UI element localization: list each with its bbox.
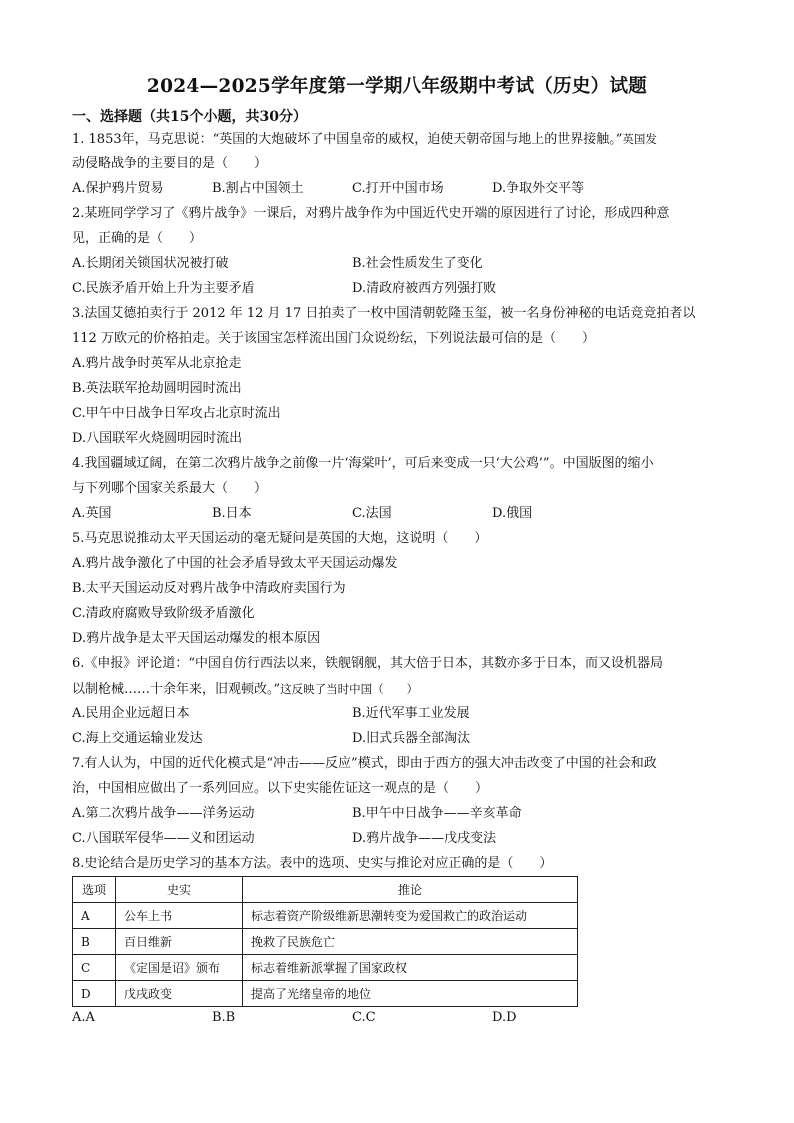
question-1-option-a[interactable]: A.保护鸦片贸易 [72, 181, 164, 196]
question-8-table [72, 876, 578, 1007]
question-7-option-d[interactable]: D.鸦片战争——戊戌变法 [352, 831, 497, 846]
question-3-stem: 3.法国艾德拍卖行于 2012 年 12 月 17 日拍卖了一枚中国清朝乾隆玉玺，被一名身份神秘的电话竞竞拍者以 [72, 306, 696, 321]
question-4-stem-cont: 与下列哪个国家关系最大（ ） [72, 481, 268, 496]
question-7-stem: 7.有人认为，中国的近代化模式是“冲击——反应”模式，即由于西方的强大冲击改变了中国的社会和政 [72, 756, 657, 771]
question-2-option-c[interactable]: C.民族矛盾开始上升为主要矛盾 [72, 281, 255, 296]
question-3-option-c[interactable]: C.甲午中日战争日军攻占北京时流出 [72, 406, 281, 421]
question-1-stem-cont: 动侵略战争的主要目的是（ ） [72, 156, 268, 171]
question-4-option-b[interactable]: B.日本 [212, 506, 252, 521]
question-3-stem-cont: 112 万欧元的价格拍走。关于该国宝怎样流出国门众说纷纭，下列说法最可信的是（ ） [72, 331, 595, 346]
question-1-option-c[interactable]: C.打开中国市场 [352, 181, 444, 196]
table-cell-fact: 戊戌政变 [116, 981, 243, 1007]
question-2-stem-cont: 见，正确的是（ ） [72, 231, 203, 246]
question-7-stem-cont: 治，中国相应做出了一系列回应。以下史实能佐证这一观点的是（ ） [72, 781, 489, 796]
question-4-option-a[interactable]: A.英国 [72, 506, 112, 521]
question-3-option-b[interactable]: B.英法联军抢劫圆明园时流出 [72, 381, 242, 396]
question-5-option-d[interactable]: D.鸦片战争是太平天国运动爆发的根本原因 [72, 631, 321, 646]
table-cell-inference: 标志着资产阶级维新思潮转变为爱国救亡的政治运动 [243, 903, 578, 929]
question-7-option-c[interactable]: C.八国联军侵华——义和团运动 [72, 831, 255, 846]
question-3-option-d[interactable]: D.八国联军火烧圆明园时流出 [72, 431, 243, 446]
question-7-option-a[interactable]: A.第二次鸦片战争——洋务运动 [72, 806, 255, 821]
question-8-option-b[interactable]: B.B [212, 1010, 236, 1025]
question-6-option-b[interactable]: B.近代军事工业发展 [352, 706, 470, 721]
table-cell-option: C [73, 955, 116, 981]
question-5-stem: 5.马克思说推动太平天国运动的毫无疑问是英国的大炮，这说明（ ） [72, 531, 488, 546]
question-1-option-b[interactable]: B.割占中国领土 [212, 181, 304, 196]
question-8-option-c[interactable]: C.C [352, 1010, 376, 1025]
question-4-option-d[interactable]: D.俄国 [492, 506, 533, 521]
question-5-option-c[interactable]: C.清政府腐败导致阶级矛盾激化 [72, 606, 255, 621]
question-6-option-a[interactable]: A.民用企业远超日本 [72, 706, 190, 721]
question-4-stem: 4.我国疆域辽阔，在第二次鸦片战争之前像一片‘海棠叶’，可后来变成一只‘大公鸡’”。中国版图的缩小 [72, 456, 654, 471]
table-header-row [73, 877, 578, 903]
question-6-stem-cont: 以制枪械……十余年来，旧观顿改。”这反映了当时中国（ ） [72, 682, 419, 697]
table-cell-fact: 公车上书 [116, 903, 243, 929]
table-cell-fact: 《定国是诏》颁布 [116, 955, 243, 981]
question-7-option-b[interactable]: B.甲午中日战争——辛亥革命 [352, 806, 522, 821]
question-8-stem: 8.史论结合是历史学习的基本方法。表中的选项、史实与推论对应正确的是（ ） [72, 856, 553, 871]
section-heading: 一、选择题（共15个小题，共30分） [72, 109, 307, 125]
table-cell-fact: 百日维新 [116, 929, 243, 955]
table-header-fact: 史实 [116, 877, 243, 903]
table-header-option: 选项 [73, 877, 116, 903]
table-row [73, 955, 578, 981]
table-cell-inference: 标志着维新派掌握了国家政权 [243, 955, 578, 981]
question-2-option-d[interactable]: D.清政府被西方列强打败 [352, 281, 497, 296]
table-row [73, 981, 578, 1007]
question-1-stem: 1. 1853年，马克思说：“英国的大炮破坏了中国皇帝的威权，迫使天朝帝国与地上的世界接触。”英国发 [72, 132, 657, 147]
table-row [73, 903, 578, 929]
question-6-option-c[interactable]: C.海上交通运输业发达 [72, 731, 203, 746]
table-cell-option: D [73, 981, 116, 1007]
question-8-option-a[interactable]: A.A [72, 1010, 95, 1025]
question-2-option-a[interactable]: A.长期闭关锁国状况被打破 [72, 256, 229, 271]
question-2-stem: 2.某班同学学习了《鸦片战争》一课后，对鸦片战争作为中国近代史开端的原因进行了讨论，形成四种意 [72, 206, 670, 221]
question-5-option-b[interactable]: B.太平天国运动反对鸦片战争中清政府卖国行为 [72, 581, 346, 596]
table-cell-inference: 提高了光绪皇帝的地位 [243, 981, 578, 1007]
question-5-option-a[interactable]: A.鸦片战争激化了中国的社会矛盾导致太平天国运动爆发 [72, 556, 398, 571]
question-4-option-c[interactable]: C.法国 [352, 506, 392, 521]
question-6-stem: 6.《申报》评论道：“中国自仿行西法以来，铁舰钢舰，其大倍于日本，其数亦多于日本，而又设机器局 [72, 656, 664, 671]
question-2-option-b[interactable]: B.社会性质发生了变化 [352, 256, 483, 271]
question-3-option-a[interactable]: A.鸦片战争时英军从北京抢走 [72, 356, 242, 371]
page-title: 2024—2025学年度第一学期八年级期中考试（历史）试题 [146, 76, 648, 97]
table-header-inference: 推论 [243, 877, 578, 903]
table-cell-option: A [73, 903, 116, 929]
table-row [73, 929, 578, 955]
question-1-option-d[interactable]: D.争取外交平等 [492, 181, 585, 196]
question-8-option-d[interactable]: D.D [492, 1010, 517, 1025]
question-6-option-d[interactable]: D.旧式兵器全部淘汰 [352, 731, 471, 746]
table-cell-option: B [73, 929, 116, 955]
table-cell-inference: 挽救了民族危亡 [243, 929, 578, 955]
